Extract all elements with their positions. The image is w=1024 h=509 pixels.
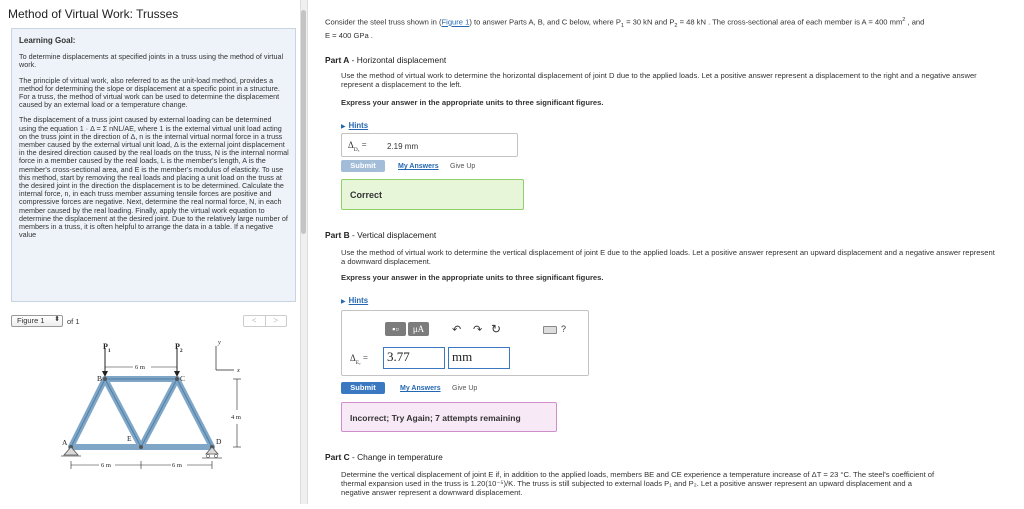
part-c-heading: Part C - Change in temperature xyxy=(325,452,443,462)
part-a-hints-link[interactable]: ▶ Hints xyxy=(341,121,369,130)
part-a-instruction: Express your answer in the appropriate units to three significant figures. xyxy=(341,98,604,107)
figure-pager xyxy=(243,315,287,327)
joint-label-e: E xyxy=(127,434,132,443)
learning-goal-box[interactable] xyxy=(11,28,296,302)
figure-toolbar xyxy=(11,312,296,330)
part-b-hints-link[interactable]: ▶ Hints xyxy=(341,296,369,305)
truss-diagram xyxy=(11,330,296,504)
templates-button[interactable]: ▪▫ xyxy=(385,322,406,336)
part-b-feedback-text: Incorrect; Try Again; 7 attempts remaining xyxy=(350,413,521,423)
part-b-give-up-link[interactable]: Give Up xyxy=(452,385,478,392)
dim-top-span: 6 m xyxy=(135,364,145,371)
dim-bottom-left: 6 m xyxy=(101,462,111,469)
page-title: Method of Virtual Work: Trusses xyxy=(8,7,179,21)
keyboard-icon[interactable] xyxy=(543,326,557,334)
part-a-my-answers-link[interactable]: My Answers xyxy=(398,163,439,170)
joint-label-a: A xyxy=(62,438,68,447)
learning-goal-heading: Learning Goal: xyxy=(19,36,76,45)
help-icon[interactable]: ? xyxy=(561,324,567,334)
units-button[interactable]: μA xyxy=(408,322,429,336)
chevron-updown-icon: ⬍ xyxy=(54,316,60,323)
part-c-description: Determine the vertical displacement of joint E if, in addition to the applied loads, members BE and CE experience a temperature increase of ΔT = 23 °C. The steel's coefficient of thermal expansion used in the truss is 1.20(10⁻⁵)/K. The truss is still subjected to external loads P₁ and P₂. Let a positive answer represent an upward displacement and a negative answer represent a downward displacement. xyxy=(341,470,935,497)
part-a-heading: Part A - Horizontal displacement xyxy=(325,55,447,65)
figure-select[interactable] xyxy=(11,315,63,327)
caret-right-icon: ▶ xyxy=(341,124,346,130)
part-a-answer-value: 2.19 mm xyxy=(387,142,419,151)
truss-members xyxy=(71,379,212,447)
part-a-feedback xyxy=(341,179,524,210)
joint-label-b: B xyxy=(97,374,103,383)
part-b-answer-box xyxy=(341,310,589,376)
load-label-p2: $P_2$ xyxy=(175,342,183,354)
prev-figure-button[interactable]: < xyxy=(244,316,266,326)
part-b-feedback xyxy=(341,402,557,432)
part-b-instruction: Express your answer in the appropriate units to three significant figures. xyxy=(341,273,604,282)
right-panel xyxy=(314,0,1018,504)
joint-label-c: C xyxy=(180,374,186,383)
learning-goal-paragraph: The principle of virtual work, also referred to as the unit-load method, provides a method for determining the slope or displacement at a specific point in a structure. For a truss, the method of virtual work can be used to determine the displacement caused by an external load or a temperature change. xyxy=(19,75,280,110)
part-b-heading: Part B - Vertical displacement xyxy=(325,230,437,240)
left-scrollbar-thumb[interactable] xyxy=(301,10,306,234)
part-a-answer-label: $\Delta_{D_x}$ = xyxy=(348,140,367,153)
undo-icon[interactable]: ↶ xyxy=(452,324,462,336)
part-a-give-up-link[interactable]: Give Up xyxy=(450,163,476,170)
part-b-units-input[interactable]: mm xyxy=(448,347,510,369)
next-figure-button[interactable]: > xyxy=(273,316,279,325)
part-b-submit-button[interactable]: Submit xyxy=(341,382,385,394)
part-b-answer-label: $\Delta_{Eᵧ}$ = xyxy=(350,353,368,366)
left-panel xyxy=(0,0,300,504)
figure-select-value: Figure 1 xyxy=(17,316,45,325)
redo-icon[interactable]: ↷ xyxy=(473,324,483,336)
learning-goal-paragraph: The displacement of a truss joint caused by external loading can be determined using the equation 1 · Δ = Σ nNL/AE, where 1 is the external virtual unit load acting on the truss joint in the direction of Δ, n is the internal virtual normal force in a truss member caused by the external virtual unit load, Δ is the external joint displacement in the desired direction caused by the real loads on the truss, N is the internal normal force in a member caused by the real loads, L is the member's length, A is the member's cross-sectional area, and E is the member's modulus of elasticity. To use this method, start by removing the real loads and placing a unit load on the truss at the desired joint in the direction the displacement is to be determined. Calculate the internal force, n, in each truss member assuming tensile forces are positive and compressive forces are negative. Next, determine the real normal force, N, in each member caused by the real loading. Finally, apply the virtual work equation to determine the displacement at the desired joint. Due to the relatively large number of members in a truss, it is often helpful to arrange the data in a table. If a negative value xyxy=(19,115,289,240)
part-b-description: Use the method of virtual work to determine the vertical displacement of joint E due to the applied loads. Let a positive answer represent an upward displacement and a negative answer represent a downward displacement. xyxy=(341,248,995,266)
part-a-answer-box xyxy=(341,133,518,157)
truss-figure xyxy=(11,330,296,504)
figure-link[interactable]: Figure 1 xyxy=(441,17,470,27)
learning-goal-paragraph: To determine displacements at specified joints in a truss using the method of virtual work. xyxy=(19,52,284,70)
figure-count: of 1 xyxy=(67,317,80,326)
part-b-value-input[interactable]: 3.77 xyxy=(383,347,445,369)
part-a-description: Use the method of virtual work to determine the horizontal displacement of joint D due to the applied loads. Let a positive answer represent a displacement to the right and a negative answer represent a displacement to the left. xyxy=(341,71,977,89)
load-label-p1: $P_1$ xyxy=(103,342,111,354)
x-axis-label: x xyxy=(237,367,240,374)
dim-bottom-right: 6 m xyxy=(172,462,182,469)
joint-label-d: D xyxy=(216,437,222,446)
part-a-feedback-text: Correct xyxy=(350,190,383,200)
dim-height: 4 m xyxy=(231,414,241,421)
part-a-submit-button[interactable]: Submit xyxy=(341,160,385,172)
reset-icon[interactable]: ↻ xyxy=(491,322,502,336)
y-axis-label: y xyxy=(218,339,221,346)
intro-text: Consider the steel truss shown in (Figure 1) to answer Parts A, B, and C below, where $P_1 = 30$ kN and $P_2 = 48$ kN . The cross-sectional area of each member is A = 400 $mm^2$ , and E = 400 GPa . xyxy=(325,17,925,41)
part-b-my-answers-link[interactable]: My Answers xyxy=(400,385,441,392)
caret-right-icon: ▶ xyxy=(341,299,346,305)
